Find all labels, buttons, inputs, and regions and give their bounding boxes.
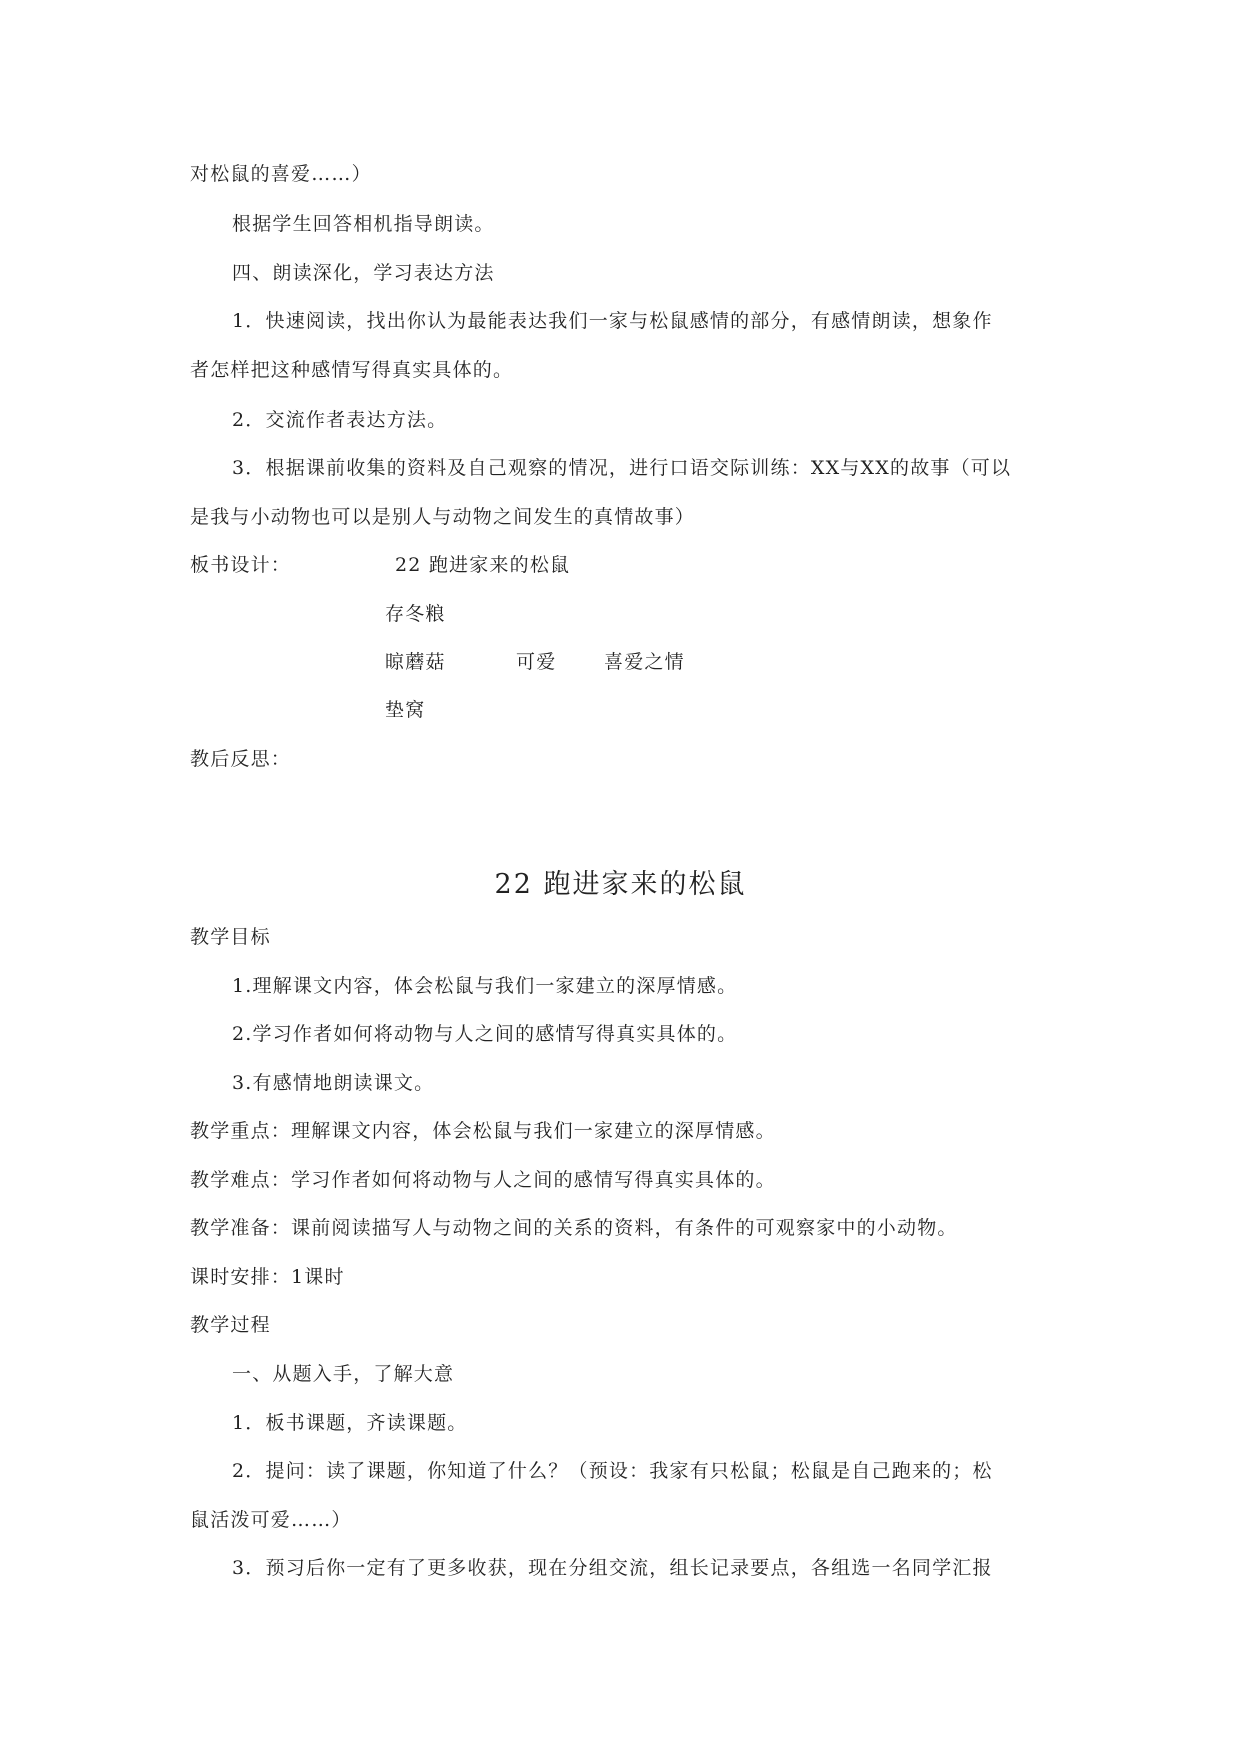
text-line: 1.理解课文内容，体会松鼠与我们一家建立的深厚情感。	[232, 975, 738, 997]
text-line: 者怎样把这种感情写得真实具体的。	[190, 359, 514, 381]
lesson-title: 22 跑进家来的松鼠	[494, 869, 747, 900]
board-item: 晾蘑菇	[385, 651, 446, 673]
text-line: 鼠活泼可爱……）	[190, 1509, 352, 1531]
board-mid: 可爱	[516, 651, 557, 673]
board-right: 喜爱之情	[604, 651, 685, 673]
board-title: 22 跑进家来的松鼠	[395, 554, 571, 576]
section-heading: 四、朗读深化，学习表达方法	[232, 262, 495, 284]
section-heading: 教学目标	[190, 926, 271, 948]
text-line: 教学重点：理解课文内容，体会松鼠与我们一家建立的深厚情感。	[190, 1120, 776, 1142]
board-item: 垫窝	[385, 699, 426, 721]
text-line: 课时安排：1课时	[190, 1266, 345, 1288]
text-line: 3.有感情地朗读课文。	[232, 1072, 435, 1094]
section-heading: 一、从题入手，了解大意	[232, 1363, 455, 1385]
text-line: 3．预习后你一定有了更多收获，现在分组交流，组长记录要点，各组选一名同学汇报	[232, 1557, 993, 1579]
board-item: 存冬粮	[385, 603, 446, 625]
board-label: 板书设计：	[190, 554, 292, 576]
text-line: 3．根据课前收集的资料及自己观察的情况，进行口语交际训练：XX与XX的故事（可以	[232, 457, 1012, 479]
text-line: 1．板书课题，齐读课题。	[232, 1412, 468, 1434]
text-line: 2.学习作者如何将动物与人之间的感情写得真实具体的。	[232, 1023, 738, 1045]
text-line: 是我与小动物也可以是别人与动物之间发生的真情故事）	[190, 506, 696, 528]
text-line: 根据学生回答相机指导朗读。	[232, 213, 495, 235]
reflection-label: 教后反思：	[190, 748, 292, 770]
text-line: 1．快速阅读，找出你认为最能表达我们一家与松鼠感情的部分，有感情朗读，想象作	[232, 310, 993, 332]
section-heading: 教学过程	[190, 1314, 271, 1336]
text-line: 2．交流作者表达方法。	[232, 409, 448, 431]
text-line: 2．提问：读了课题，你知道了什么？（预设：我家有只松鼠；松鼠是自己跑来的；松	[232, 1460, 993, 1482]
text-line: 对松鼠的喜爱……）	[190, 163, 372, 185]
text-line: 教学准备：课前阅读描写人与动物之间的关系的资料，有条件的可观察家中的小动物。	[190, 1217, 958, 1239]
text-line: 教学难点：学习作者如何将动物与人之间的感情写得真实具体的。	[190, 1169, 776, 1191]
